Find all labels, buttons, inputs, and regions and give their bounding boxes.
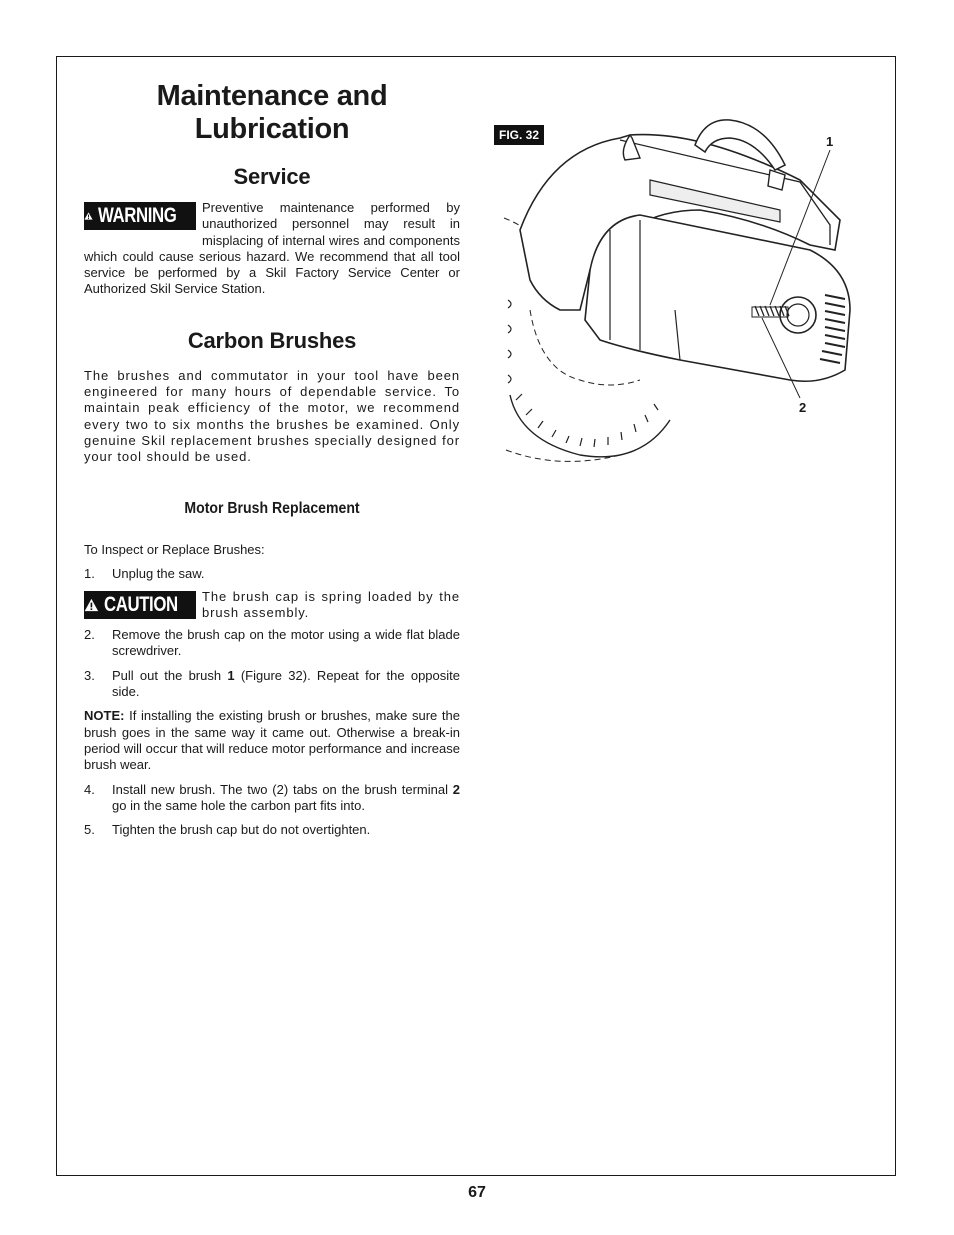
- step-text: Remove the brush cap on the motor using a wide flat blade screwdriver.: [112, 627, 460, 659]
- carbon-brushes-heading: Carbon Brushes: [187, 327, 357, 353]
- note-text: If installing the existing brush or brushes, make sure the brush goes in the same way it came out. Otherwise a break-in period will occur that will reduce motor performance and increase brush wear.: [84, 708, 460, 773]
- warning-triangle-icon: [84, 595, 99, 615]
- caution-text: The brush cap is spring loaded by the brush assembly.: [202, 589, 460, 621]
- step-number: 4.: [84, 781, 95, 797]
- callout-ref: 1: [227, 667, 235, 683]
- step-text-part: Pull out the brush: [112, 667, 228, 683]
- title-line-2: Lubrication: [194, 113, 350, 145]
- service-heading: Service: [233, 164, 311, 189]
- step-text-part: (Figure 32). Repeat for the opposite side.: [112, 667, 460, 700]
- step-4: [84, 782, 460, 815]
- warning-badge: [84, 202, 196, 230]
- title-line-1: Maintenance and: [156, 80, 388, 112]
- step-number: 2.: [84, 627, 95, 643]
- guard-dashed-line: [506, 450, 620, 461]
- motor-brush-heading: Motor Brush Replacement: [184, 499, 360, 517]
- callout-ref: 2: [452, 781, 460, 797]
- note-label: NOTE:: [84, 708, 125, 724]
- step-text: Tighten the brush cap but do not overtighten.: [112, 822, 371, 838]
- step-text-part: Install new brush. The two (2) tabs on the brush terminal: [112, 781, 453, 797]
- carbon-brushes-text: The brushes and commutator in your tool have been engineered for many hours of dependable service. To maintain peak efficiency of the motor, we recommend every two to six months the brushes be examined. Only genuine Skil replacement brushes specially designed for your tool should be used.: [84, 367, 460, 465]
- blade-edge: [510, 395, 670, 457]
- warning-block: [84, 200, 460, 298]
- inspect-intro: To Inspect or Replace Brushes:: [84, 541, 265, 557]
- page-number: 67: [468, 1184, 486, 1201]
- step-text: [112, 668, 460, 701]
- step-5: [84, 822, 460, 838]
- step-number: 1.: [84, 565, 95, 581]
- step-number: 5.: [84, 822, 95, 838]
- step-3: [84, 668, 460, 701]
- blade-teeth: [516, 394, 658, 447]
- step-text: Unplug the saw.: [112, 565, 205, 581]
- step-text: [112, 782, 460, 815]
- warning-label: WARNING: [98, 204, 177, 227]
- step-2: [84, 627, 460, 660]
- warning-text: Preventive maintenance performed by unauthorized personnel may result in misplacing of internal wires and components which could cause serious hazard. We recommend that all tool service be performed by a Skil Factory Service Center or Authorized Skil Service Station.: [84, 200, 460, 297]
- callout-2: 2: [799, 400, 807, 415]
- caution-badge: [84, 591, 196, 619]
- step-text-part: go in the same hole the carbon part fits into.: [112, 797, 365, 813]
- brush-cap-inner: [787, 304, 809, 326]
- caution-block: [84, 589, 460, 622]
- figure-label: FIG. 32: [494, 125, 544, 145]
- saw-motor-illustration: [500, 110, 870, 470]
- guard-marks: [508, 300, 511, 383]
- left-column: [84, 80, 460, 838]
- page-title: [84, 80, 460, 146]
- step-1: [84, 566, 460, 582]
- callout-1: 1: [826, 134, 834, 149]
- step-number: 3.: [84, 667, 95, 683]
- note-paragraph: [84, 708, 460, 773]
- caution-label: CAUTION: [103, 593, 178, 617]
- warning-triangle-icon: [84, 206, 93, 226]
